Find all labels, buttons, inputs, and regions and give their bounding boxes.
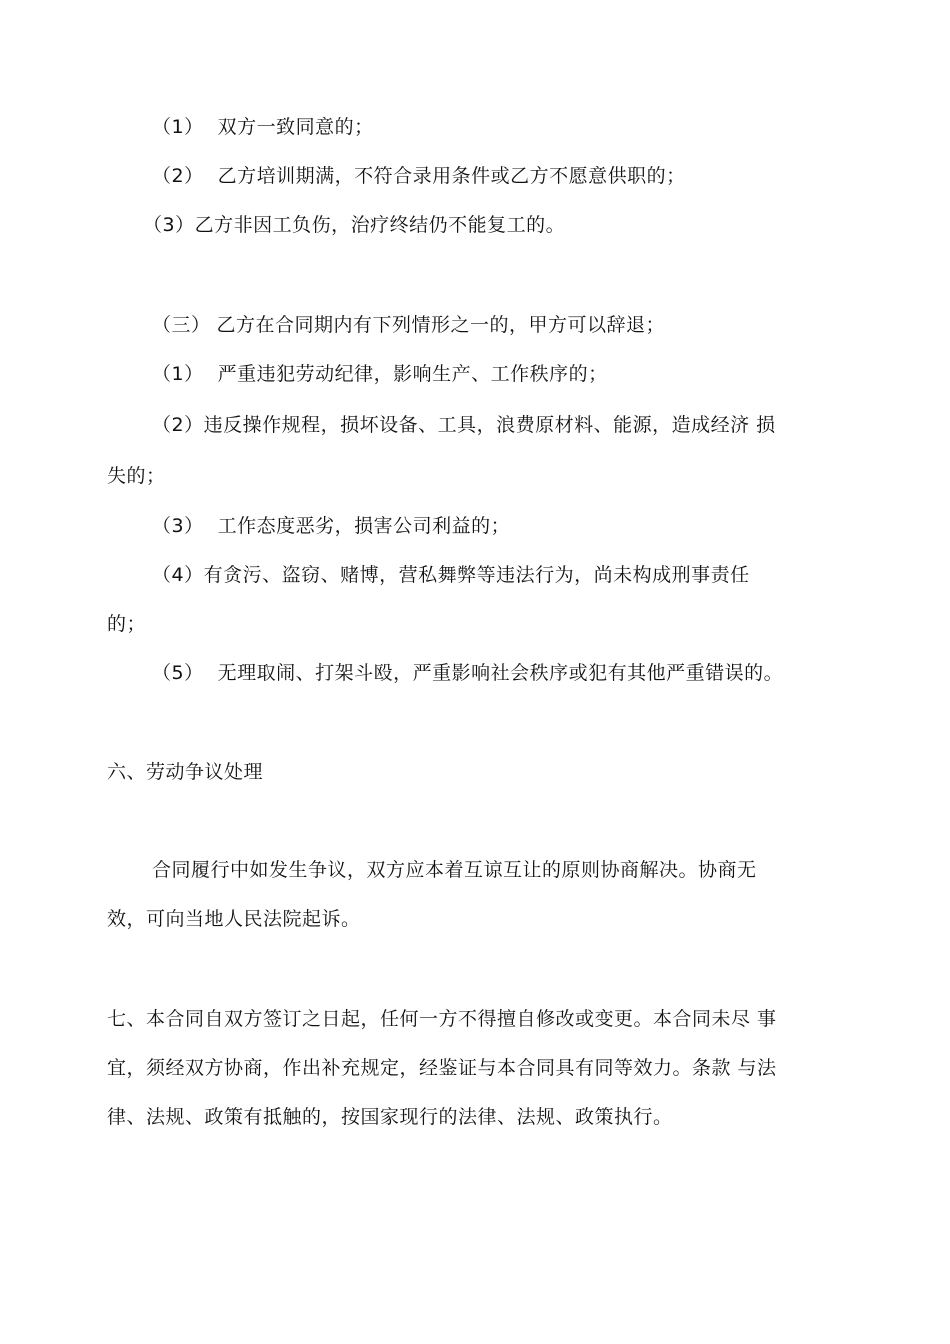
list-item [152,115,374,139]
item-text: 严重违犯劳动纪律，影响生产、工作秩序的； [217,363,608,385]
list-item [152,413,776,437]
paragraph-line: 律、法规、政策有抵触的，按国家现行的法律、法规、政策执行。 [107,1106,673,1128]
section-text: 乙方在合同期内有下列情形之一的，甲方可以辞退； [216,314,666,336]
section-number: （三） [152,314,211,336]
paragraph-line: 合同履行中如发生争议，双方应本着互谅互让的原则协商解决。协商无 [152,859,757,881]
item-number: （2） [152,165,204,187]
paragraph-line: 效，可向当地人民法院起诉。 [107,908,361,930]
item-text: 乙方培训期满，不符合录用条件或乙方不愿意供职的； [217,165,686,187]
paragraph-line: 七、本合同自双方签订之日起，任何一方不得擅自修改或变更。本合同未尽 事 [107,1008,777,1030]
list-item-continuation [107,464,166,488]
item-text: 失的； [107,465,166,487]
item-text: 乙方非因工负伤，治疗终结仍不能复工的。 [194,214,566,236]
list-item [152,563,750,587]
item-number: （1） [152,116,204,138]
item-number: （1） [152,363,204,385]
list-item [152,661,783,685]
list-item [152,514,510,538]
list-item [143,213,565,237]
section-heading-6: 六、劳动争议处理 [107,761,264,783]
list-item [152,362,608,386]
item-text: 有贪污、盗窃、赌博，营私舞弊等违法行为，尚未构成刑事责任 [203,564,750,586]
list-item-continuation [107,612,146,636]
item-number: （4） [152,564,204,586]
list-item [152,164,686,188]
item-text: 双方一致同意的； [217,116,374,138]
item-text: 的； [107,613,147,635]
item-number: （3） [143,214,195,236]
item-number: （5） [152,662,204,684]
section-heading-3 [152,313,665,337]
item-number: （2） [152,414,204,436]
item-text: 无理取闹、打架斗殴，严重影响社会秩序或犯有其他严重错误的。 [217,662,784,684]
item-text: 工作态度恶劣，损害公司利益的； [217,515,511,537]
paragraph-line: 宜，须经双方协商，作出补充规定，经鉴证与本合同具有同等效力。条款 与法 [107,1057,777,1079]
item-number: （3） [152,515,204,537]
item-text: 违反操作规程，损坏设备、工具，浪费原材料、能源，造成经济 损 [203,414,776,436]
